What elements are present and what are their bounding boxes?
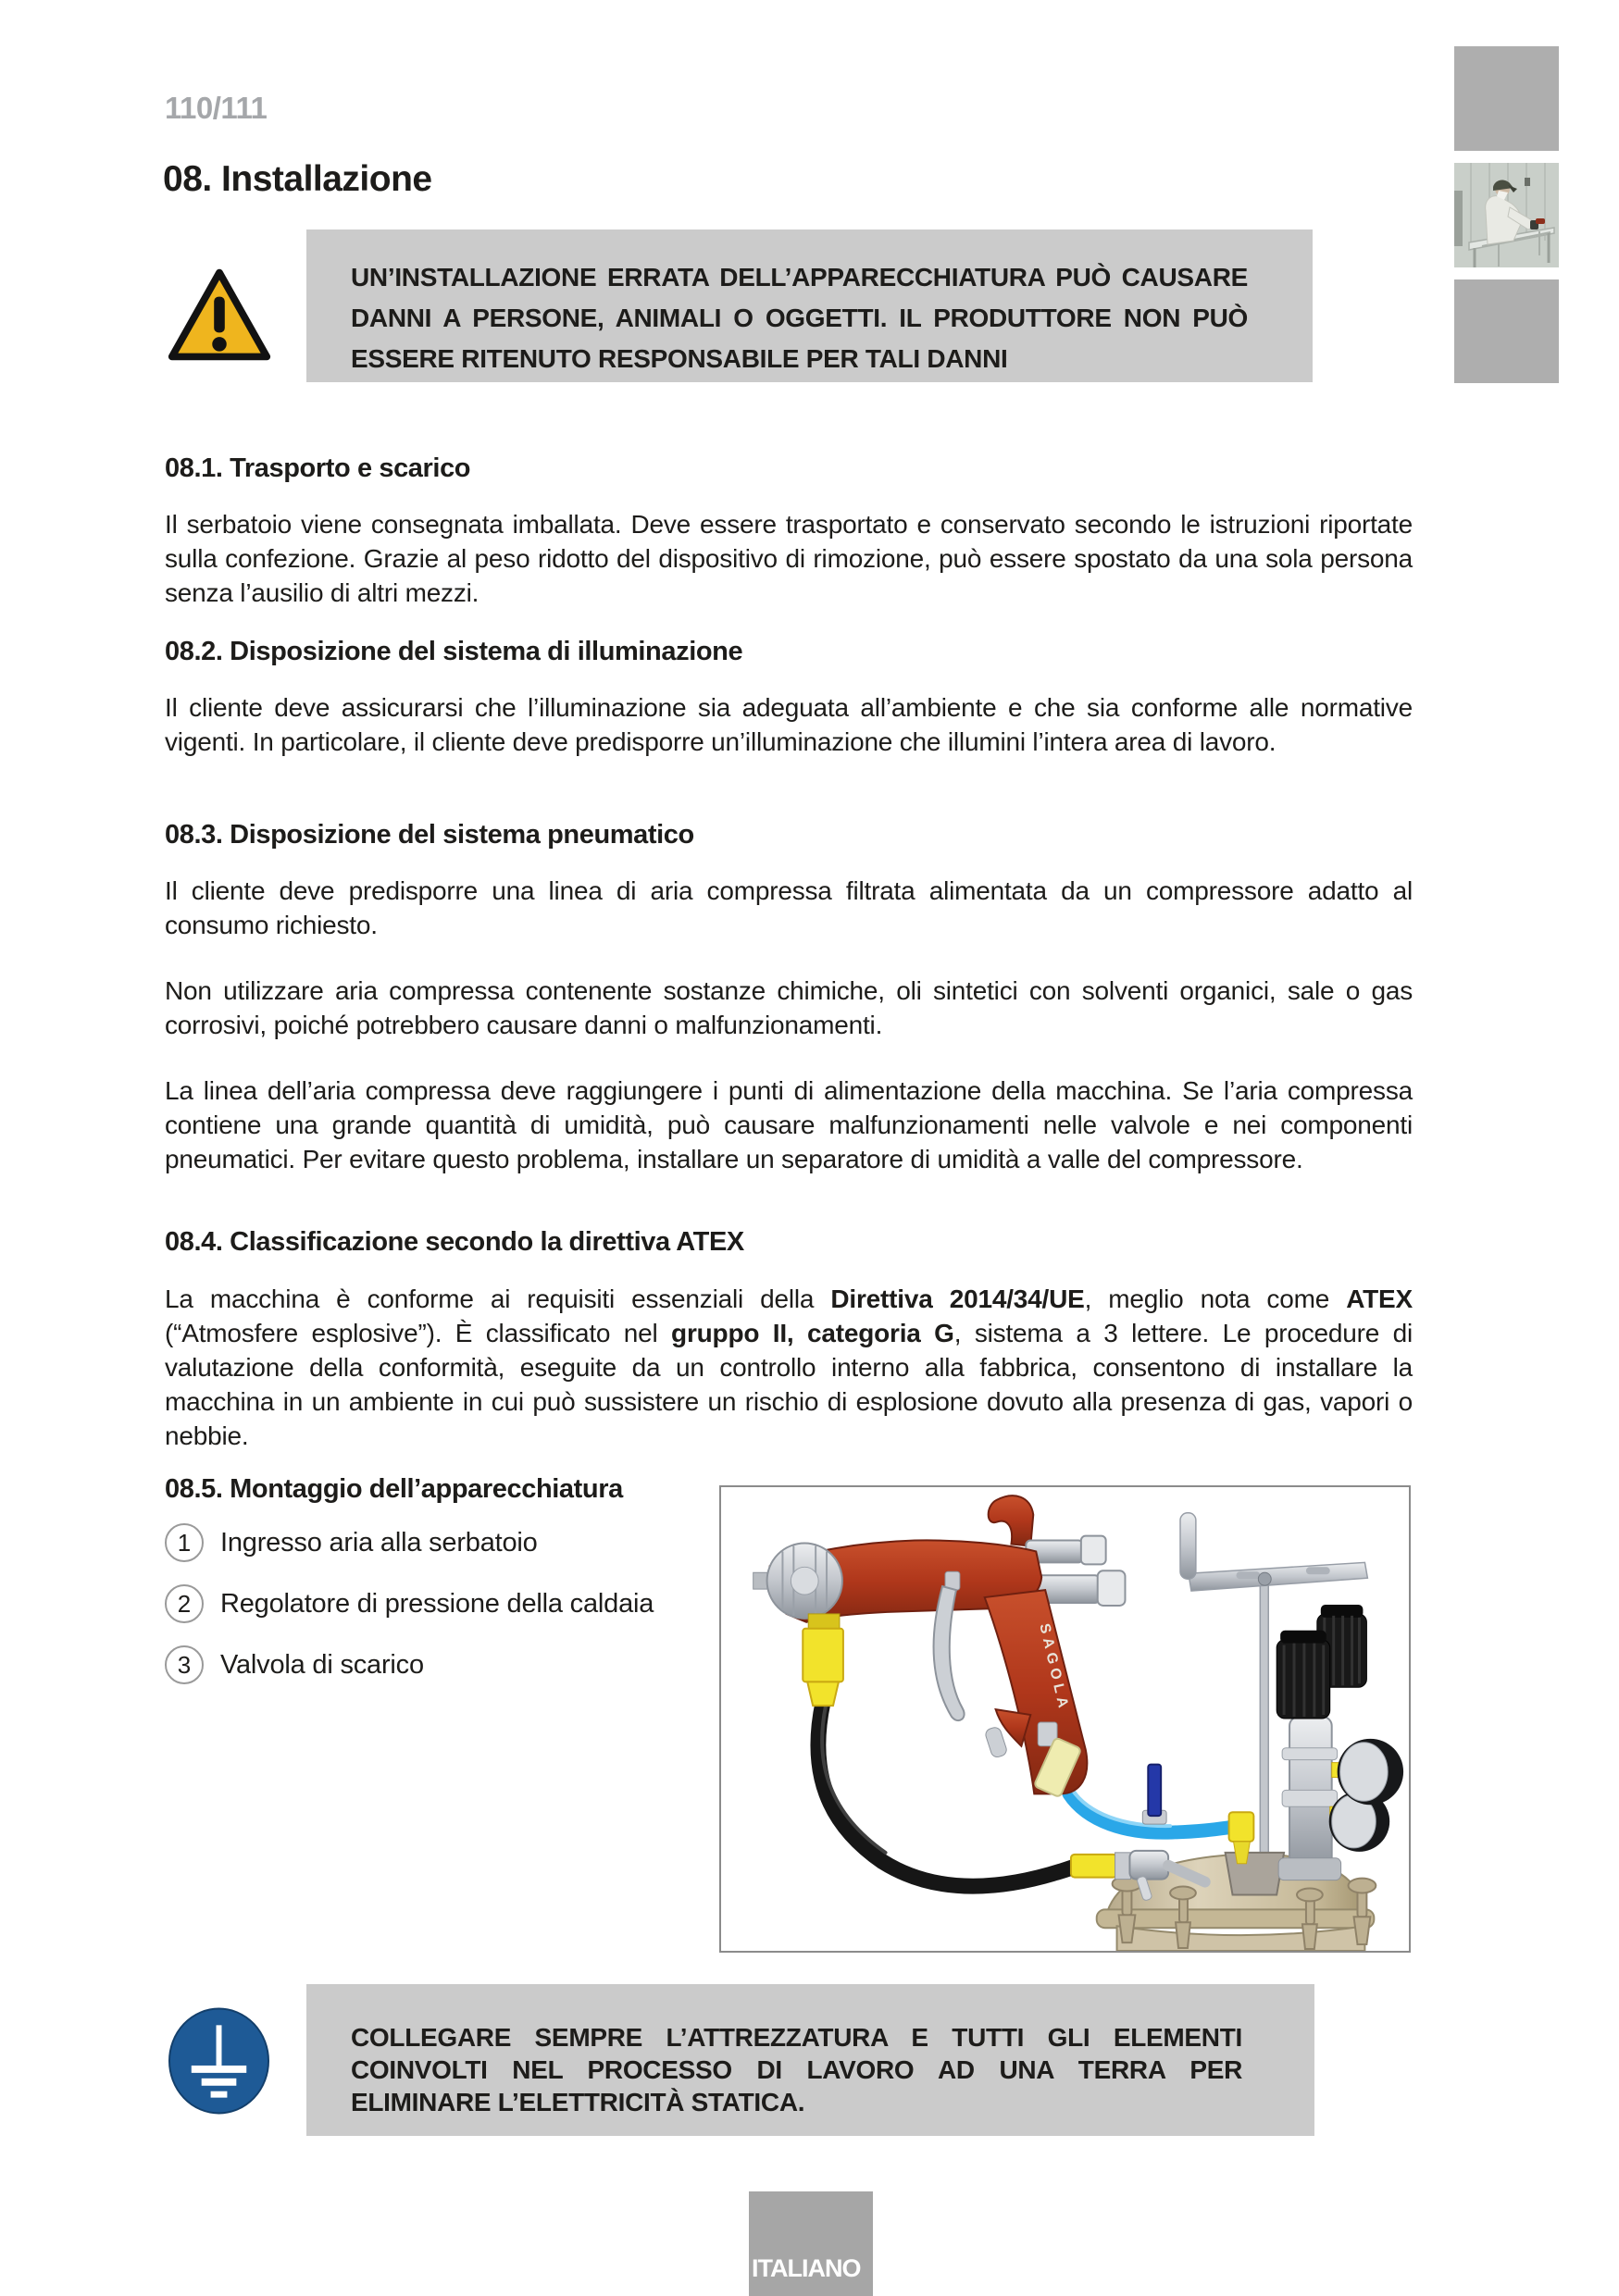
language-tab-italiano [749, 2191, 873, 2296]
gun-air-hook [989, 1496, 1034, 1545]
list-item-label: Regolatore di pressione della caldaia [220, 1588, 654, 1619]
section-heading-08-2: 08.2. Disposizione del sistema di illuminazione [165, 637, 743, 666]
list-item-label: Valvola di scarico [220, 1649, 424, 1680]
section-08-4-paragraph: La macchina è conforme ai requisiti essenziali della Direttiva 2014/34/UE, meglio nota come ATEX (“Atmosfere esplosive”). È classificato nel gruppo II, categoria G, sistema a 3 lettere. Le procedure di valutazione della conformità, eseguite da un controllo interno alla fabbrica, consentono di installare la macchina in un ambiente in cui può sussistere un rischio di esplosione dovuto alla presenza di gas, vapori o nebbie. [165, 1285, 1413, 1450]
section-heading-08-3: 08.3. Disposizione del sistema pneumatico [165, 820, 694, 850]
section-08-3-paragraph-3: La linea dell’aria compressa deve raggiungere i punti di alimentazione della macchina. Se l’aria compressa contiene una grande quantità di umidità, può causare malfunzionamenti nelle valvole e nei componenti pneumatici. Per evitare questo problema, installare un separatore di umidità a valle del compressore. [165, 1076, 1413, 1173]
sidebar-square-bottom [1454, 279, 1559, 383]
air-hose-blue [1069, 1765, 1253, 1864]
section-08-3-paragraph-1: Il cliente deve predisporre una linea di aria compressa filtrata alimentata da un compressore adatto al consumo richiesto. [165, 876, 1413, 939]
pressure-gauge [1332, 1739, 1403, 1805]
equipment-assembly-figure [719, 1485, 1411, 1953]
regulator-knob [1277, 1631, 1330, 1719]
ground-connection-icon [168, 2007, 269, 2115]
list-item-label: Ingresso aria alla serbatoio [220, 1527, 538, 1558]
page-title: 08. Installazione [163, 159, 432, 199]
list-item [165, 1645, 424, 1684]
list-number-badge: 2 [165, 1584, 204, 1623]
spray-gun-tank-illustration [721, 1487, 1409, 1951]
section-08-2-paragraph: Il cliente deve assicurarsi che l’illuminazione sia adeguata all’ambiente e che sia conforme alle normative vigenti. In particolare, il cliente deve predisporre un’illuminazione che illumini l’intera area di lavoro. [165, 693, 1413, 756]
gun-inlet-fitting-yellow [803, 1614, 843, 1706]
warning-triangle-icon [166, 264, 273, 366]
list-number-badge: 1 [165, 1523, 204, 1562]
section-08-1-paragraph: Il serbatoio viene consegnata imballata. Deve essere trasportato e conservato secondo le istruzioni riportate sulla confezione. Grazie al peso ridotto del dispositivo di rimozione, può essere spostato da una sola persona senza l’ausilio di altri mezzi. [165, 510, 1413, 607]
list-number-badge: 3 [165, 1645, 204, 1684]
warning-box-bottom-text: COLLEGARE SEMPRE L’ATTREZZATURA E TUTTI GLI ELEMENTI COINVOLTI NEL PROCESSO DI LAVORO AD UNA TERRA PER ELIMINARE L’ELETTRICITÀ STATICA. [351, 2023, 1242, 2116]
list-item [165, 1584, 654, 1623]
gun-brand-label: SAGOLA [1036, 1621, 1072, 1714]
gun-air-cap [753, 1544, 842, 1619]
warning-box-top [306, 230, 1313, 382]
gun-fluid-nozzle [984, 1726, 1008, 1758]
warning-box-bottom [306, 1984, 1314, 2136]
list-item [165, 1523, 538, 1562]
section-heading-08-1: 08.1. Trasporto e scarico [165, 453, 471, 483]
sidebar-photo-spray-booth [1454, 163, 1559, 267]
section-08-3-paragraph-2: Non utilizzare aria compressa contenente sostanze chimiche, oli sintetici con solventi organici, sale o gas corrosivi, poiché potrebbero causare danni o malfunzionamenti. [165, 976, 1413, 1039]
spray-gun [753, 1496, 1126, 1797]
section-heading-08-5: 08.5. Montaggio dell’apparecchiatura [165, 1474, 623, 1504]
section-heading-08-4: 08.4. Classificazione secondo la direttiva ATEX [165, 1227, 744, 1257]
language-tab-label: ITALIANO [752, 2254, 861, 2282]
warning-box-top-text: UN’INSTALLAZIONE ERRATA DELL’APPARECCHIATURA PUÒ CAUSARE DANNI A PERSONE, ANIMALI O OGGETTI. IL PRODUTTORE NON PUÒ ESSERE RITENUTO RESPONSABILE PER TALI DANNI [351, 263, 1248, 373]
shutoff-lever-blue [1142, 1765, 1166, 1824]
sidebar-square-top [1454, 46, 1559, 151]
page-number: 110/111 [165, 91, 268, 125]
hose-fitting-yellow [1071, 1855, 1117, 1878]
